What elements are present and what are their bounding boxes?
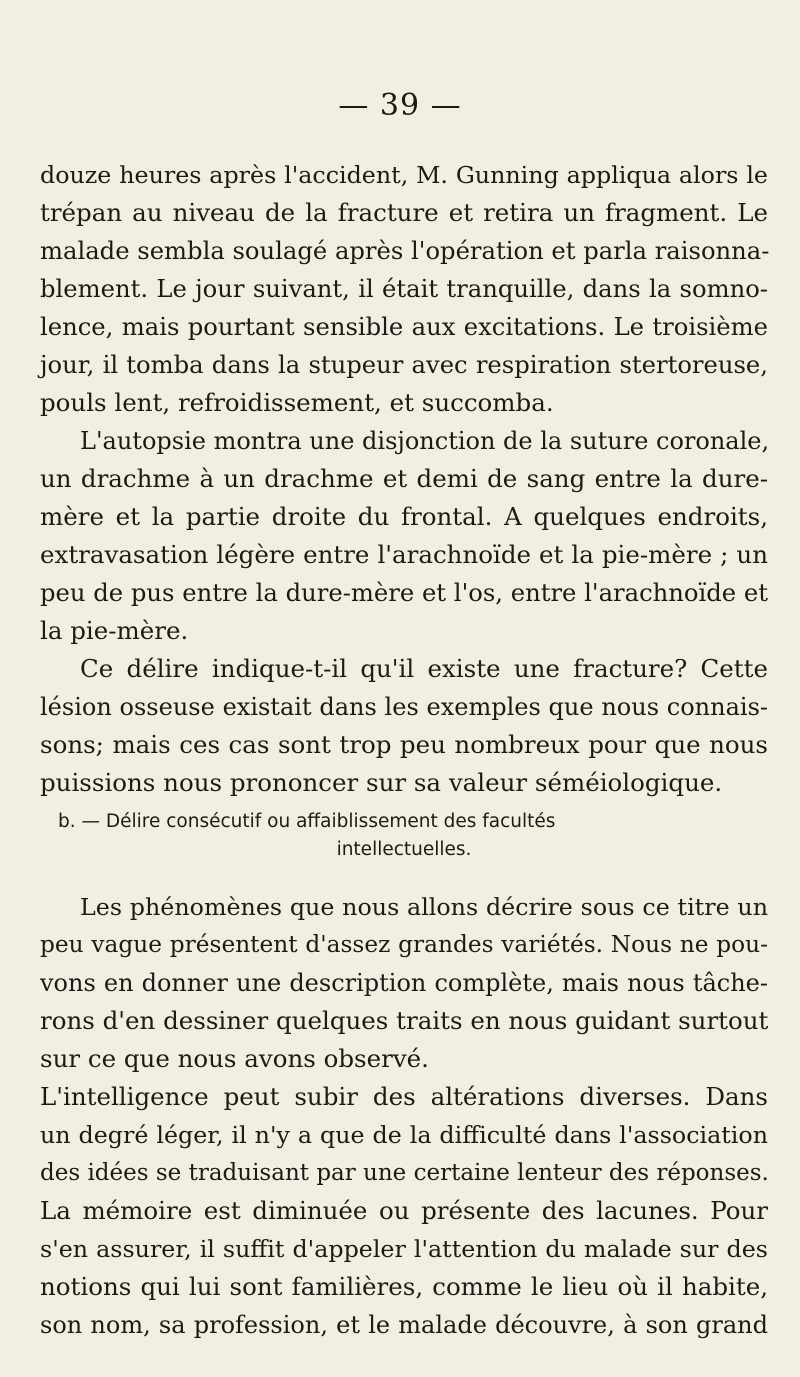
text-line: malade sembla soulagé après l'opération et parla raisonna- — [40, 236, 770, 265]
text-line: L'intelligence peut subir des altérations diverses. Dans — [40, 1082, 768, 1111]
text-line: jour, il tomba dans la stupeur avec respiration stertoreuse, — [40, 350, 768, 379]
text-line: s'en assurer, il suffit d'appeler l'attention du malade sur des — [40, 1235, 768, 1263]
text-line: notions qui lui sont familières, comme le lieu où il habite, — [40, 1272, 768, 1301]
section-subheading-continued: intellectuelles. — [336, 839, 472, 860]
text-line: rons d'en dessiner quelques traits en nous guidant surtout — [40, 1006, 769, 1035]
page-number: — 39 — — [338, 88, 462, 123]
text-line: mère et la partie droite du frontal. A quelques endroits, — [40, 502, 768, 531]
text-line: trépan au niveau de la fracture et retira un fragment. Le — [40, 198, 768, 227]
text-line: pouls lent, refroidissement, et succomba. — [40, 388, 554, 417]
text-line: Ce délire indique-t-il qu'il existe une fracture? Cette — [80, 654, 768, 683]
text-line: sur ce que nous avons observé. — [40, 1044, 429, 1073]
text-line: lence, mais pourtant sensible aux excitations. Le troisième — [40, 312, 768, 341]
text-line: la pie-mère. — [40, 616, 189, 645]
text-line: L'autopsie montra une disjonction de la suture coronale, — [80, 427, 770, 455]
text-line: La mémoire est diminuée ou présente des lacunes. Pour — [40, 1196, 768, 1225]
text-line: Les phénomènes que nous allons décrire sous ce titre un — [80, 893, 768, 921]
text-line: un drachme à un drachme et demi de sang entre la dure- — [40, 464, 768, 493]
text-line: des idées se traduisant par une certaine lenteur des réponses. — [40, 1160, 769, 1186]
section-subheading: b. — Délire consécutif ou affaiblissement des facultés — [58, 811, 556, 832]
text-line: un degré léger, il n'y a que de la difficulté dans l'association — [40, 1121, 768, 1149]
text-line: sons; mais ces cas sont trop peu nombreux pour que nous — [40, 730, 768, 759]
text-line: peu vague présentent d'assez grandes variétés. Nous ne pou- — [40, 931, 768, 958]
text-line: douze heures après l'accident, M. Gunning appliqua alors le — [40, 161, 768, 189]
text-line: extravasation légère entre l'arachnoïde et la pie-mère ; un — [40, 540, 768, 569]
text-line: son nom, sa profession, et le malade découvre, à son grand — [40, 1311, 768, 1339]
text-line: peu de pus entre la dure-mère et l'os, entre l'arachnoïde et — [40, 578, 768, 607]
text-line: blement. Le jour suivant, il était tranquille, dans la somno- — [40, 274, 768, 303]
text-line: puissions nous prononcer sur sa valeur séméiologique. — [40, 768, 723, 797]
text-line: vons en donner une description complète, mais nous tâche- — [40, 969, 768, 997]
text-line: lésion osseuse existait dans les exemples que nous connais- — [40, 693, 768, 721]
